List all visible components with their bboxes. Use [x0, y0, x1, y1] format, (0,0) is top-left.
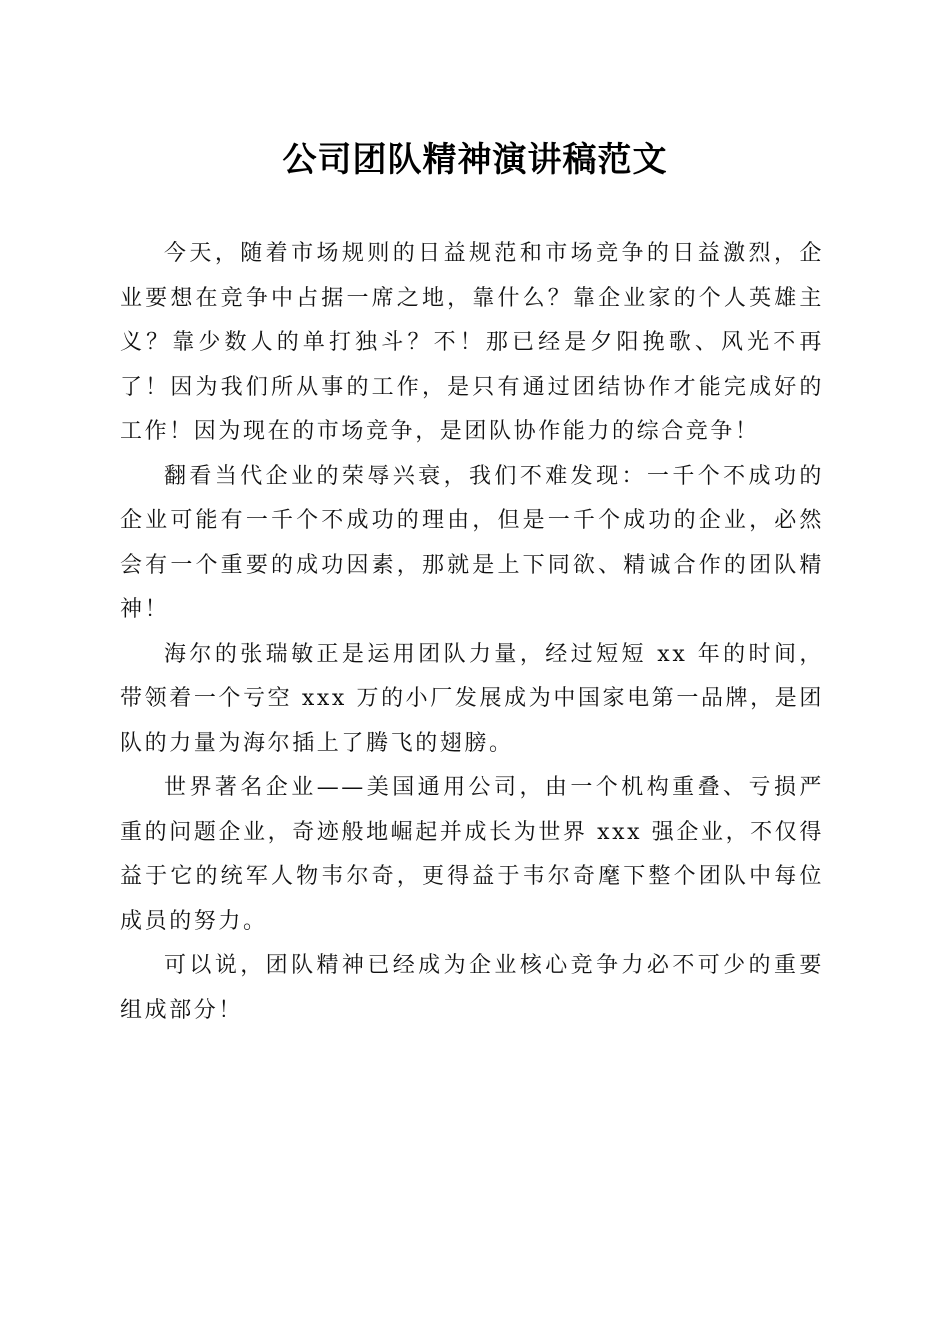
document-title: 公司团队精神演讲稿范文	[282, 140, 668, 180]
document-body	[120, 232, 824, 1033]
paragraph: 世界著名企业——美国通用公司，由一个机构重叠、亏损严重的问题企业，奇迹般地崛起并成长为世界 xxx 强企业，不仅得益于它的统军人物韦尔奇，更得益于韦尔奇麾下整个团队中每位成员的努力。	[120, 775, 824, 934]
paragraph: 可以说，团队精神已经成为企业核心竞争力必不可少的重要组成部分！	[120, 953, 824, 1023]
paragraph: 今天，随着市场规则的日益规范和市场竞争的日益激烈，企业要想在竞争中占据一席之地，靠什么？靠企业家的个人英雄主义？靠少数人的单打独斗？不！那已经是夕阳挽歌、风光不再了！因为我们所从事的工作，是只有通过团结协作才能完成好的工作！因为现在的市场竞争，是团队协作能力的综合竞争！	[120, 241, 824, 444]
paragraph: 海尔的张瑞敏正是运用团队力量，经过短短 xx 年的时间，带领着一个亏空 xxx 万的小厂发展成为中国家电第一品牌，是团队的力量为海尔插上了腾飞的翅膀。	[120, 641, 824, 756]
paragraph: 翻看当代企业的荣辱兴衰，我们不难发现：一千个不成功的企业可能有一千个不成功的理由，但是一千个成功的企业，必然会有一个重要的成功因素，那就是上下同欲、精诚合作的团队精神！	[120, 463, 824, 622]
